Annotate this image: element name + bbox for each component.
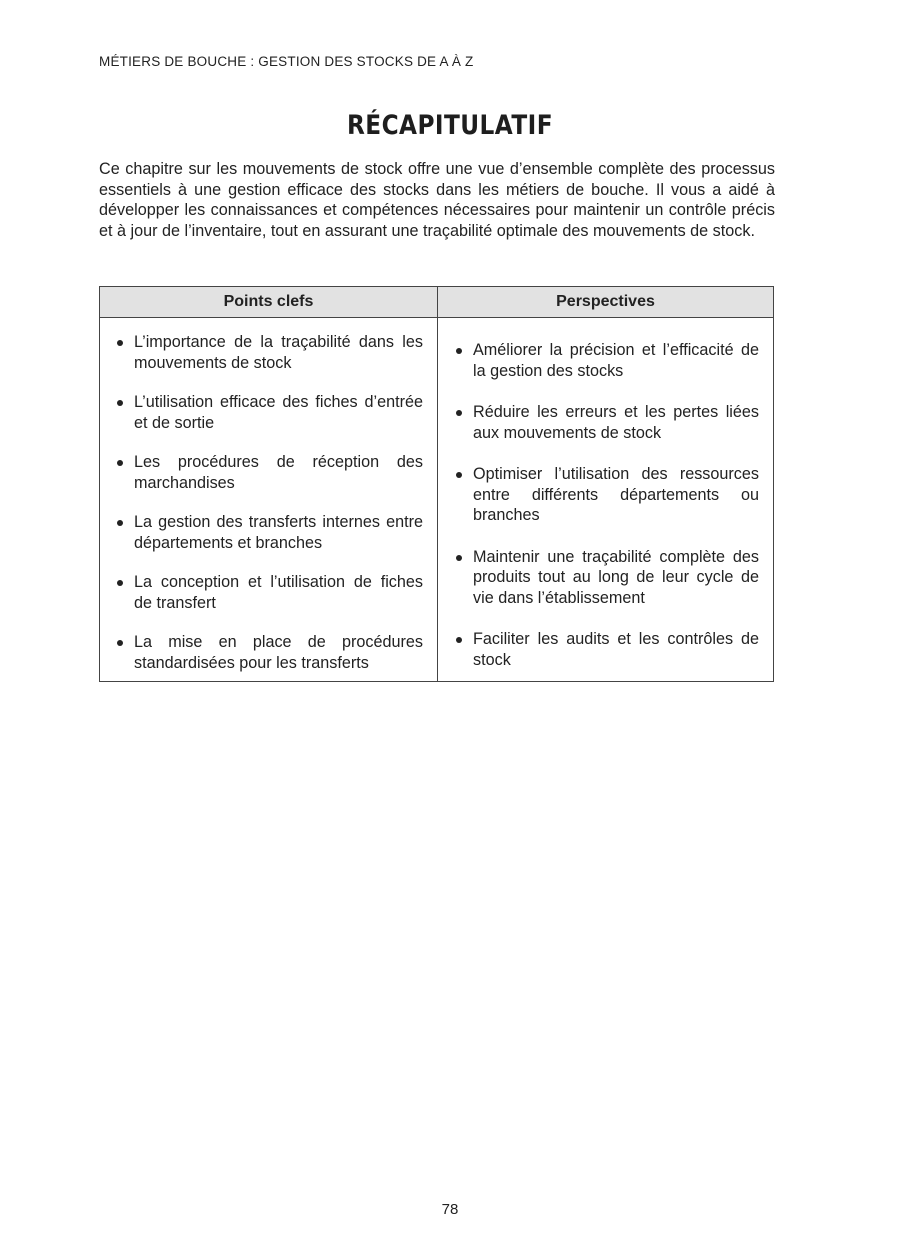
bullet-icon xyxy=(117,580,123,586)
list-item-text: Les procédures de réception des marchandises xyxy=(134,453,423,492)
intro-paragraph: Ce chapitre sur les mouvements de stock offre une vue d’ensemble complète des processus essentiels à une gestion efficace des stocks dans les métiers de bouche. Il vous a aidé à développer les connaissances et compétences nécessaires pour maintenir un contrôle précis et à jour de l’inventaire, tout en assurant une traçabilité optimale des mouvements de stock. xyxy=(99,160,775,240)
list-item-text: Optimiser l’utilisation des ressources entre différents départements ou branches xyxy=(473,465,759,524)
list-item xyxy=(113,452,423,493)
list-item xyxy=(452,340,759,381)
list-item xyxy=(452,629,759,670)
perspectives-header: Perspectives xyxy=(556,293,655,310)
bullet-icon xyxy=(117,460,123,466)
bullet-icon xyxy=(456,348,462,354)
points-clefs-list xyxy=(113,332,423,692)
list-item xyxy=(113,512,423,553)
bullet-icon xyxy=(117,520,123,526)
list-item-text: La conception et l’utilisation de fiches de transfert xyxy=(134,573,423,612)
list-item-text: La mise en place de procédures standardisées pour les transferts xyxy=(134,633,423,672)
column-divider xyxy=(437,287,438,681)
bullet-icon xyxy=(456,637,462,643)
running-head: MÉTIERS DE BOUCHE : GESTION DES STOCKS DE A À Z xyxy=(99,54,474,69)
bullet-icon xyxy=(117,400,123,406)
list-item xyxy=(113,572,423,613)
list-item-text: Réduire les erreurs et les pertes liées aux mouvements de stock xyxy=(473,403,759,442)
list-item xyxy=(113,632,423,673)
list-item xyxy=(452,464,759,526)
list-item-text: Améliorer la précision et l’efficacité de la gestion des stocks xyxy=(473,341,759,380)
points-clefs-header: Points clefs xyxy=(223,293,314,310)
list-item-text: L’importance de la traçabilité dans les mouvements de stock xyxy=(134,333,423,372)
page-number: 78 xyxy=(441,1201,459,1218)
list-item-text: La gestion des transferts internes entre départements et branches xyxy=(134,513,423,552)
list-item xyxy=(113,392,423,433)
bullet-icon xyxy=(117,340,123,346)
bullet-icon xyxy=(456,472,462,478)
bullet-icon xyxy=(117,640,123,646)
summary-table xyxy=(99,286,774,682)
list-item-text: Faciliter les audits et les contrôles de stock xyxy=(473,630,759,669)
list-item xyxy=(452,547,759,609)
bullet-icon xyxy=(456,555,462,561)
perspectives-list xyxy=(452,340,759,691)
list-item xyxy=(452,402,759,443)
list-item xyxy=(113,332,423,373)
list-item-text: Maintenir une traçabilité complète des produits tout au long de leur cycle de vie dans l’établissement xyxy=(473,547,759,607)
page-title: RÉCAPITULATIF xyxy=(346,110,553,141)
bullet-icon xyxy=(456,410,462,416)
list-item-text: L’utilisation efficace des fiches d’entrée et de sortie xyxy=(134,393,423,432)
